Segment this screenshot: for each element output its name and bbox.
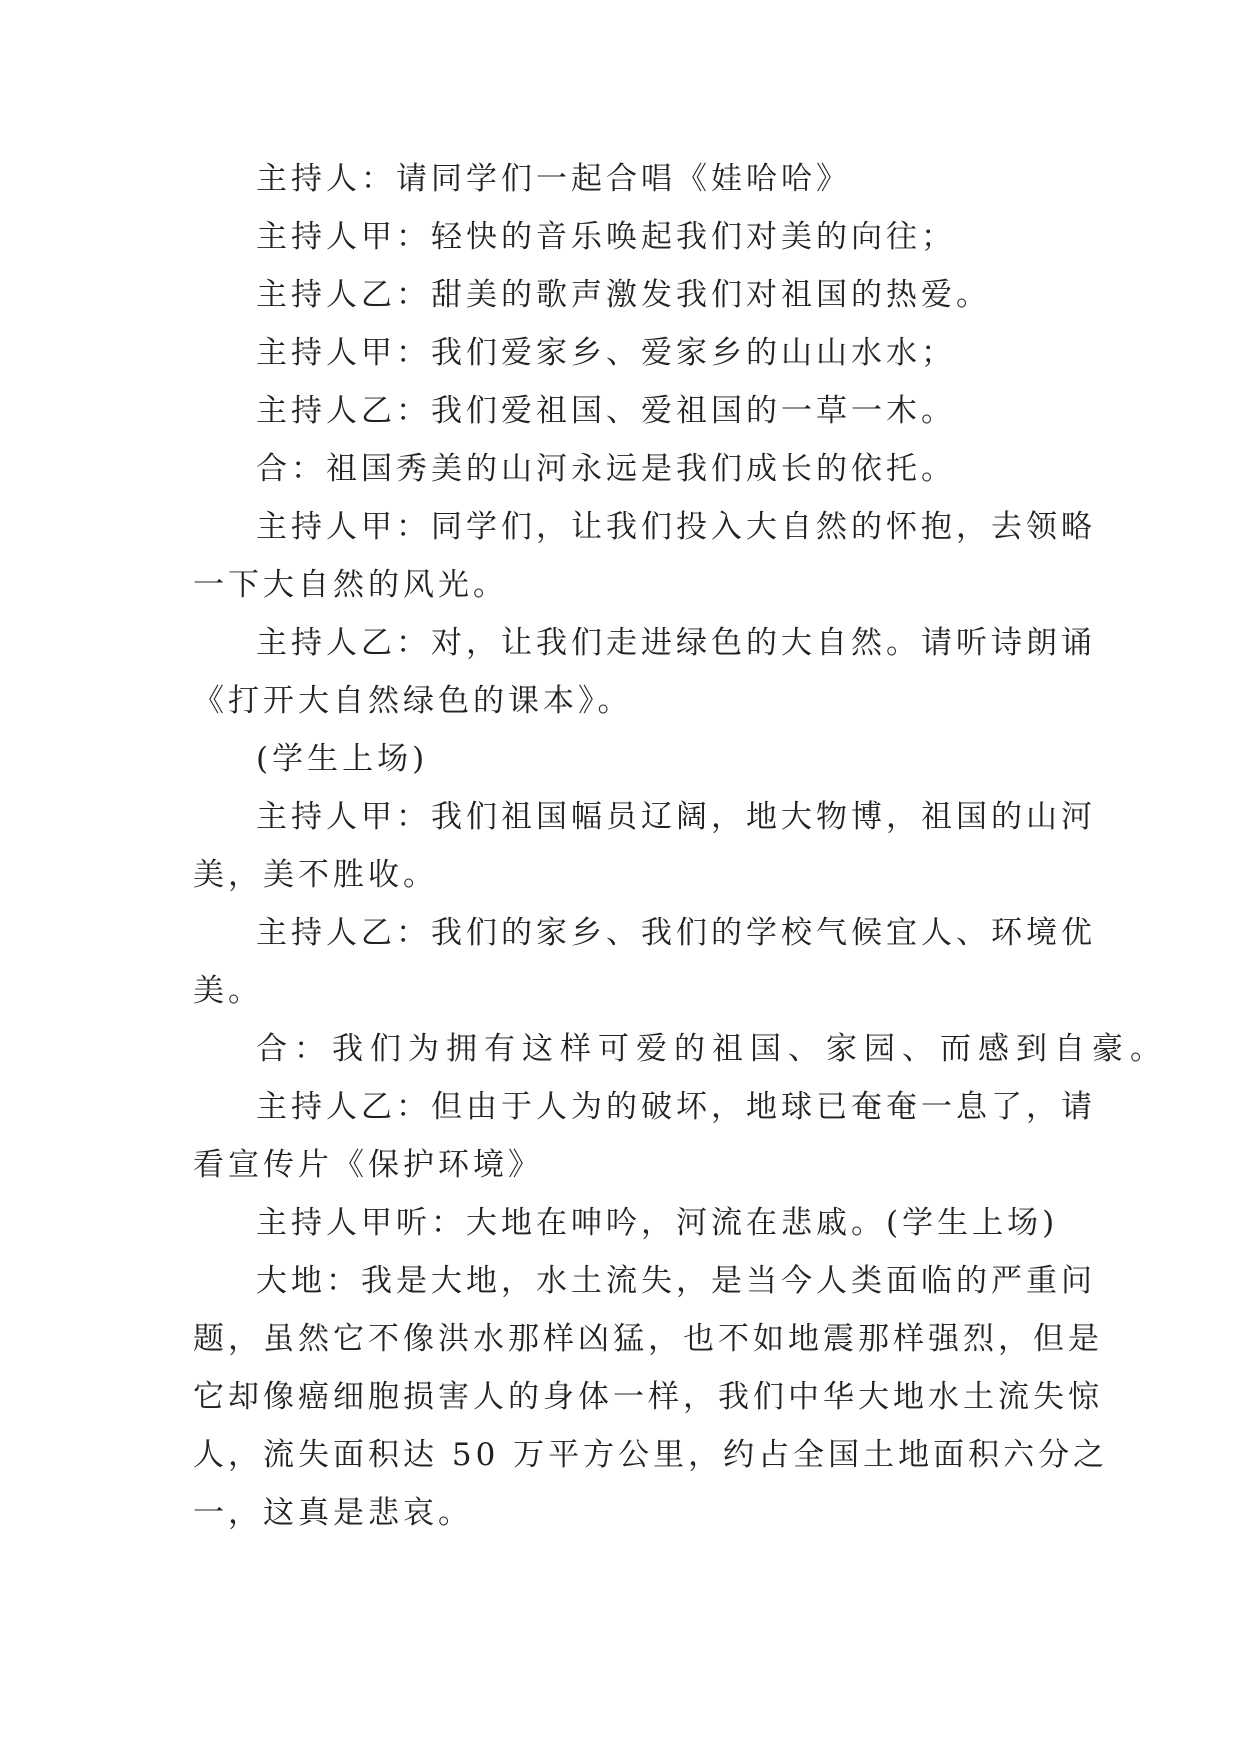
text-line: 一下大自然的风光。 [193, 567, 508, 603]
text-line: 题，虽然它不像洪水那样凶猛，也不如地震那样强烈，但是 [193, 1321, 1103, 1357]
text-line: 它却像癌细胞损害人的身体一样，我们中华大地水土流失惊 [193, 1379, 1103, 1415]
text-line: 美，美不胜收。 [193, 857, 438, 893]
text-line: (学生上场) [256, 741, 429, 777]
text-line: 主持人：请同学们一起合唱《娃哈哈》 [256, 161, 851, 197]
text-line: 主持人乙：我们爱祖国、爱祖国的一草一木。 [256, 393, 956, 429]
text-line: 主持人乙：甜美的歌声激发我们对祖国的热爱。 [256, 277, 991, 313]
text-line: 主持人乙：我们的家乡、我们的学校气候宜人、环境优 [256, 915, 1096, 951]
text-line: 主持人甲：同学们，让我们投入大自然的怀抱，去领略 [256, 509, 1096, 545]
text-line: 美。 [193, 973, 263, 1009]
text-line: 人，流失面积达 50 万平方公里，约占全国土地面积六分之 [193, 1437, 1109, 1473]
document-body [193, 150, 1168, 1542]
text-line: 主持人甲：我们爱家乡、爱家乡的山山水水； [256, 335, 956, 371]
text-line: 主持人甲：轻快的音乐唤起我们对美的向往； [256, 219, 956, 255]
text-line: 主持人甲：我们祖国幅员辽阔，地大物博，祖国的山河 [256, 799, 1096, 835]
text-line: 主持人乙：但由于人为的破坏，地球已奄奄一息了，请 [256, 1089, 1096, 1125]
text-line: 主持人甲听：大地在呻吟，河流在悲戚。(学生上场) [256, 1205, 1059, 1241]
text-line: 一，这真是悲哀。 [193, 1495, 473, 1531]
text-line: 大地：我是大地，水土流失，是当今人类面临的严重问 [256, 1263, 1096, 1299]
text-line: 合：祖国秀美的山河永远是我们成长的依托。 [256, 451, 956, 487]
text-line: 合：我们为拥有这样可爱的祖国、家园、而感到自豪。 [256, 1031, 1168, 1067]
text-line: 《打开大自然绿色的课本》。 [193, 683, 633, 719]
text-line: 主持人乙：对，让我们走进绿色的大自然。请听诗朗诵 [256, 625, 1096, 661]
text-line: 看宣传片《保护环境》 [193, 1147, 543, 1183]
